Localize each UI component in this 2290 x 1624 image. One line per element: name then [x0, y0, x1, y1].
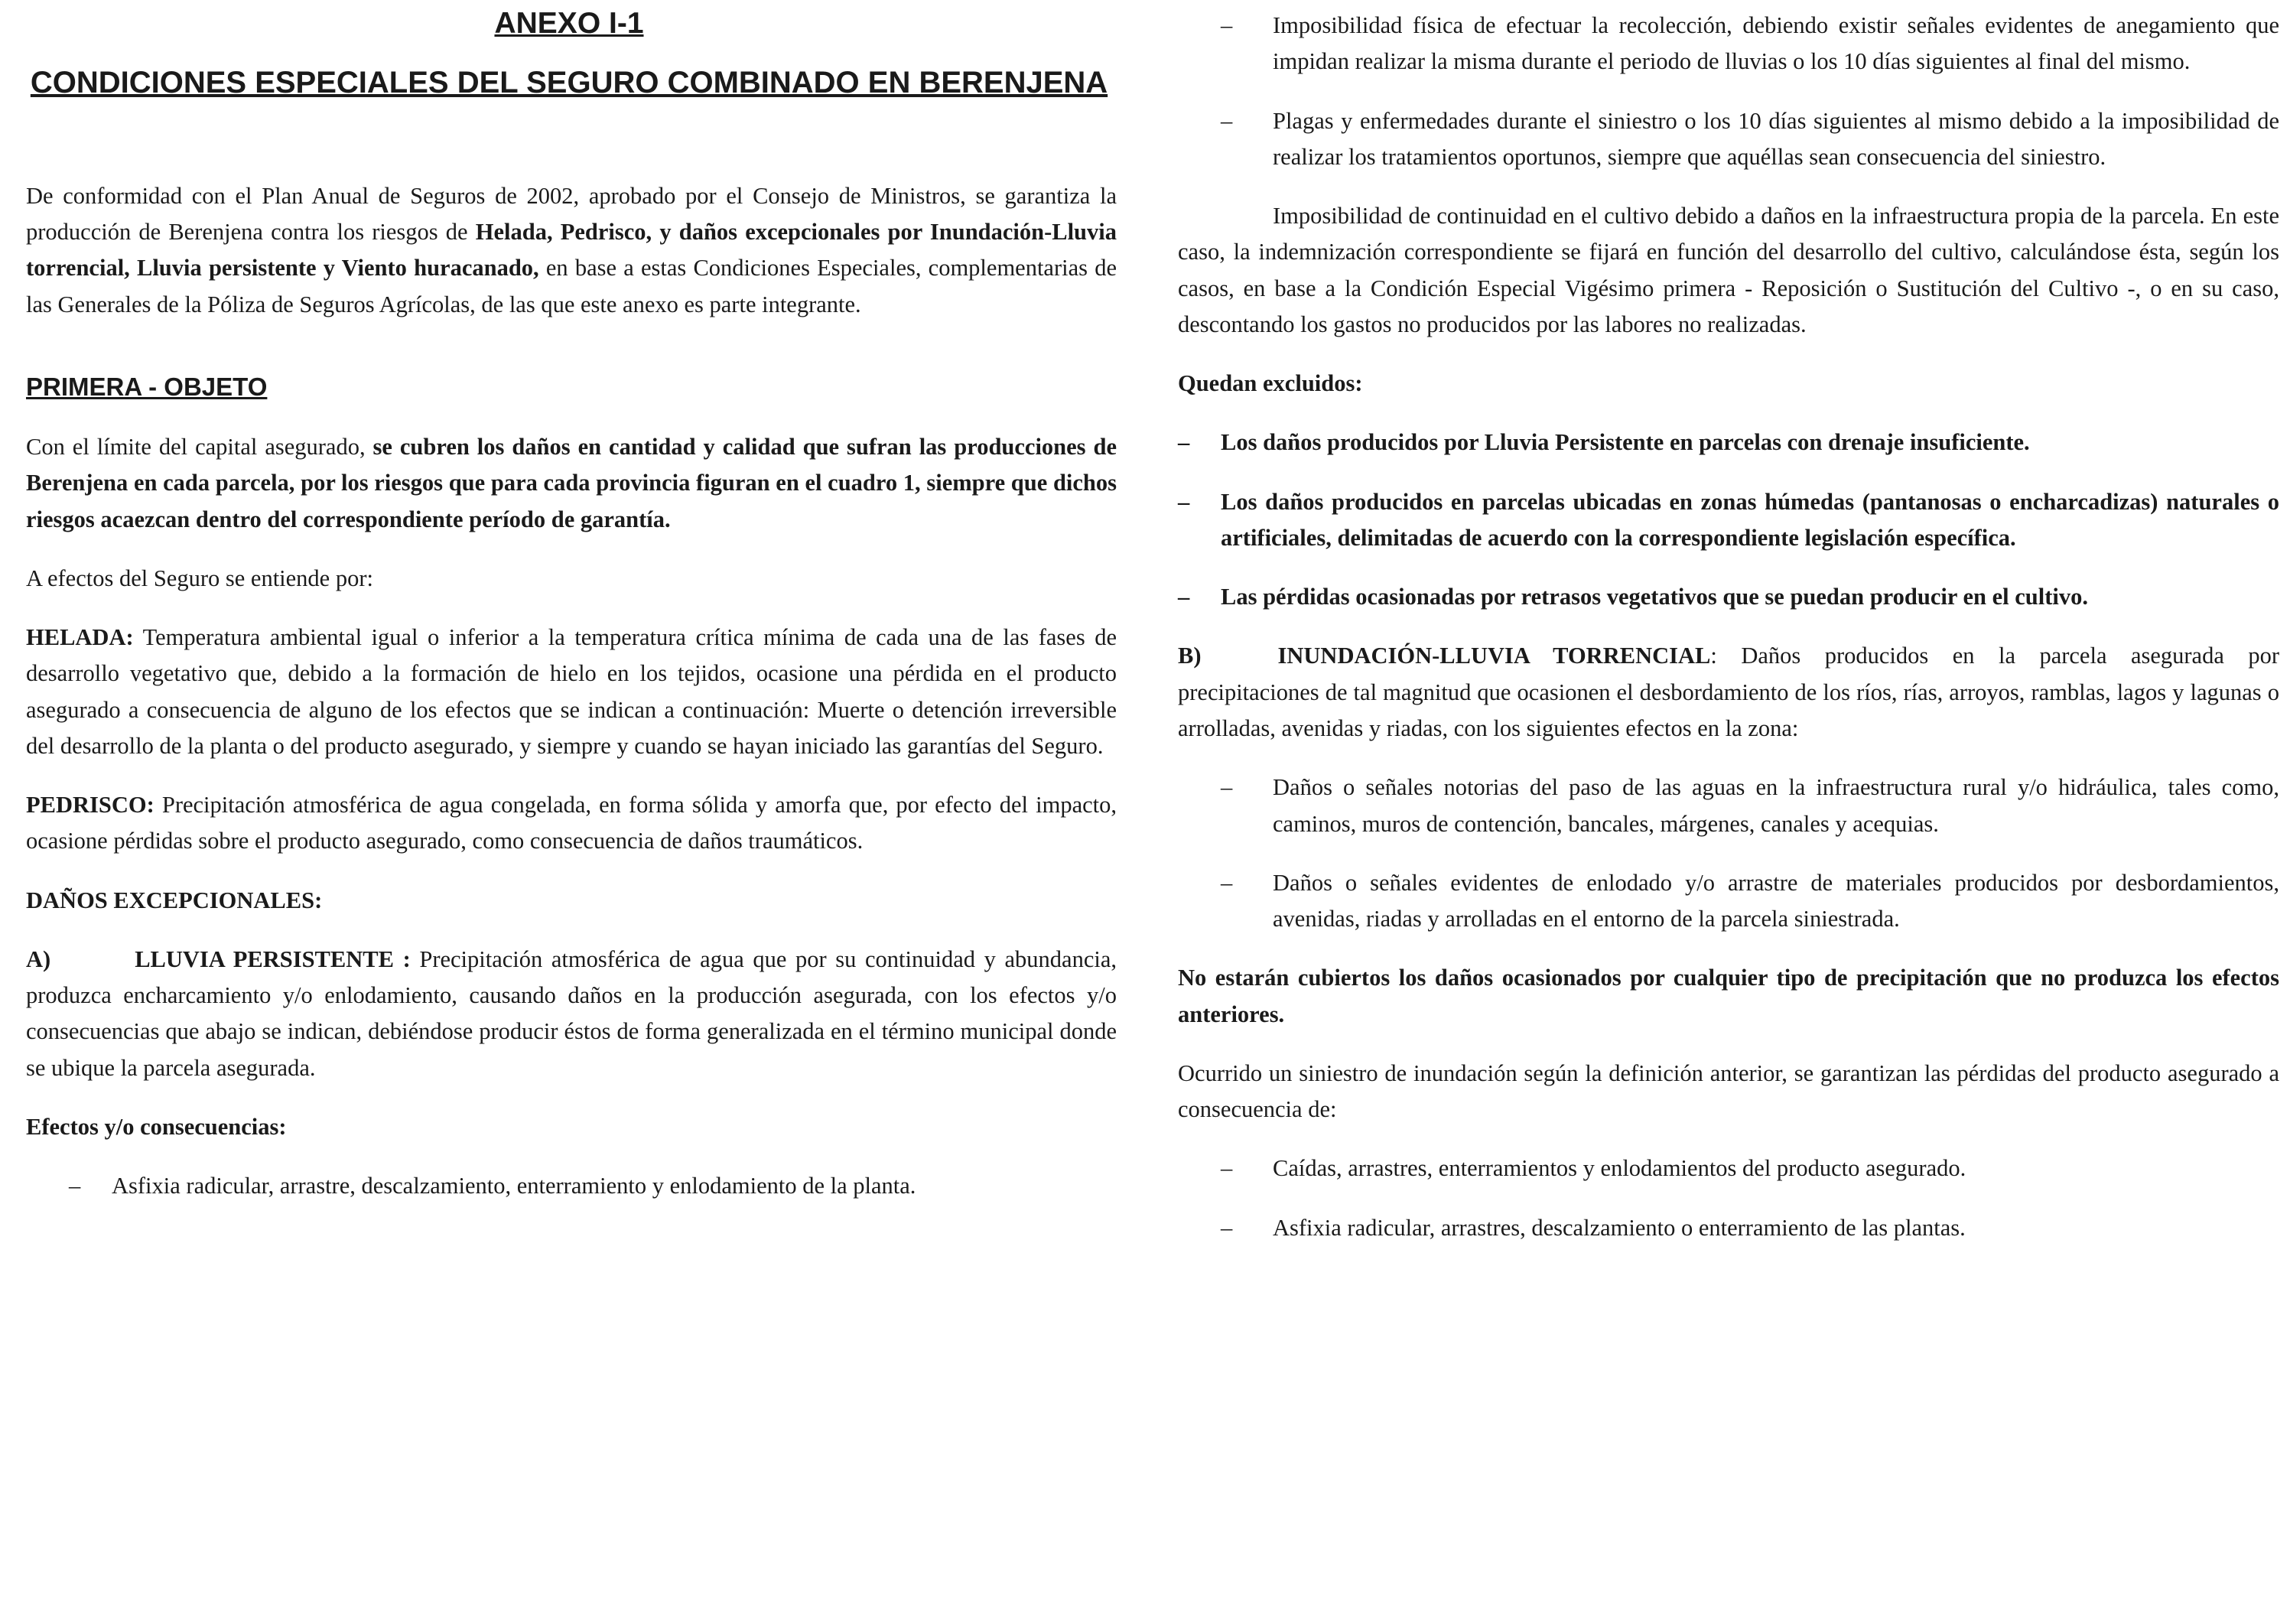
excluded-item-text: Los daños producidos en parcelas ubicadas en zonas húmedas (pantanosas o encharcadizas) naturales o artificiales, delimitadas de acuerdo con la correspondiente legislación específica. — [1221, 488, 2279, 551]
objeto-text: Con el límite del capital asegurado, — [26, 434, 373, 460]
pedrisco-definition — [26, 787, 1117, 860]
list-item — [1178, 1150, 2279, 1186]
list-item — [1178, 103, 2279, 176]
inundacion-text: : Daños producidos en la parcela asegurada por precipitaciones de tal magnitud que ocasionen el desbordamiento de los ríos, rías, arroyos, ramblas, lagos y lagunas o arrolladas, avenidas y riadas, con los siguientes efectos en la zona: — [1178, 643, 2279, 741]
annex-heading: ANEXO I-1 — [494, 7, 644, 40]
excluidos-heading: Quedan excluidos: — [1178, 370, 1363, 397]
lluvia-term: LLUVIA PERSISTENTE : — [135, 945, 411, 972]
list-item-text: Asfixia radicular, arrastres, descalzamiento o enterramiento de las plantas. — [1273, 1214, 1966, 1241]
excluded-item-text: Los daños producidos por Lluvia Persistente en parcelas con drenaje insuficiente. — [1221, 429, 2030, 456]
intro-text-2: en base a estas Condiciones Especiales, complementarias de las Generales de la Póliza de Seguros Agrícolas, de las que este anexo es parte integrante. — [26, 255, 1117, 317]
helada-text: Temperatura ambiental igual o inferior a la temperatura crítica mínima de cada una de las fases de desarrollo vegetativo que, debido a la formación de hielo en los tejidos, ocasione una pérdida en el producto asegurado a consecuencia de alguno de los efectos que se indican a continuación: Muerte o detención irreversible del desarrollo de la planta o del producto asegurado, y siempre y cuando se hayan iniciado las garantías del Seguro. — [26, 624, 1117, 759]
list-item — [1178, 865, 2279, 938]
helada-term: HELADA: — [26, 624, 134, 651]
intro-paragraph — [26, 178, 1117, 323]
pedrisco-term: PEDRISCO: — [26, 792, 155, 819]
excluded-item — [1178, 425, 2279, 461]
lluvia-letter: A) — [26, 945, 51, 972]
list-item-text: Caídas, arrastres, enterramientos y enlodamientos del producto asegurado. — [1273, 1155, 1966, 1182]
lluvia-text: Precipitación atmosférica de agua que por su continuidad y abundancia, produzca encharcamiento y/o enlodamiento, causando daños en la producción asegurada, con los efectos y/o consecuencias que abajo se indican, debiéndose producir éstos de forma generalizada en el término municipal donde se ubique la parcela asegurada. — [26, 945, 1117, 1081]
document-title: CONDICIONES ESPECIALES DEL SEGURO COMBINADO EN BERENJENA — [30, 65, 1108, 99]
continuidad-paragraph: Imposibilidad de continuidad en el cultivo debido a daños en la infraestructura propia de la parcela. En este caso, la indemnización correspondiente se fijará en función del desarrollo del cultivo, calculándose ésta, según los casos, en base a la Condición Especial Vigésimo primera - Reposición o Sustitución del Cultivo -, o en su caso, descontando los gastos no producidos por las labores no realizadas. — [1178, 203, 2279, 337]
dash-bullet: – — [1221, 869, 1233, 896]
objeto-paragraph — [26, 429, 1117, 538]
section-primera-objeto: PRIMERA - OBJETO — [26, 372, 268, 401]
no-cubiertos-paragraph: No estarán cubiertos los daños ocasionados por cualquier tipo de precipitación que no produzca los efectos anteriores. — [1178, 965, 2279, 1027]
danos-excepcionales-heading: DAÑOS EXCEPCIONALES: — [26, 887, 323, 913]
excluded-item-text: Las pérdidas ocasionadas por retrasos vegetativos que se puedan producir en el cultivo. — [1221, 584, 2088, 610]
dash-bullet: – — [1221, 1214, 1233, 1241]
list-item-text: Plagas y enfermedades durante el siniestro o los 10 días siguientes al mismo debido a la imposibilidad de realizar los tratamientos oportunos, siempre que aquéllas sean consecuencia del siniestro. — [1273, 107, 2279, 170]
list-item — [1178, 770, 2279, 842]
dash-bullet: – — [1178, 584, 1190, 610]
intro-risks: Helada, Pedrisco, y daños excepcionales por Inundación-Lluvia torrencial, Lluvia persistente y Viento huracanado, — [26, 219, 1117, 282]
efectos-intro: A efectos del Seguro se entiende por: — [26, 565, 373, 591]
objeto-bold: se cubren los daños en cantidad y calidad que sufran las producciones de Berenjena en cada parcela, por los riesgos que para cada provincia figuran en el cuadro 1, siempre que dichos riesgos acaezcan dentro del correspondiente período de garantía. — [26, 434, 1117, 532]
dash-bullet: – — [1221, 1155, 1233, 1182]
pedrisco-text: Precipitación atmosférica de agua congelada, en forma sólida y amorfa que, por efecto del impacto, ocasione pérdidas sobre el producto asegurado, como consecuencia de daños traumáticos. — [26, 792, 1117, 854]
helada-definition — [26, 620, 1117, 764]
list-item-text: Imposibilidad física de efectuar la recolección, debiendo existir señales evidentes de anegamiento que impidan realizar la misma durante el periodo de lluvias o los 10 días siguientes al final del mismo. — [1273, 12, 2279, 75]
left-column — [0, 0, 1117, 1205]
efectos-heading: Efectos y/o consecuencias: — [26, 1113, 287, 1140]
list-item-text: Daños o señales notorias del paso de las aguas en la infraestructura rural y/o hidráulica, tales como, caminos, muros de contención, bancales, márgenes, canales y acequias. — [1273, 774, 2279, 837]
dash-bullet: – — [1221, 774, 1233, 801]
inundacion-term: INUNDACIÓN-LLUVIA TORRENCIAL — [1277, 643, 1711, 669]
dash-bullet: – — [1221, 107, 1233, 134]
list-item — [26, 1168, 1117, 1204]
list-item — [1178, 8, 2279, 80]
list-item — [1178, 1210, 2279, 1246]
ocurrido-paragraph: Ocurrido un siniestro de inundación según la definición anterior, se garantizan las pérdidas del producto asegurado a consecuencia de: — [1178, 1059, 2279, 1123]
list-item-text: Daños o señales evidentes de enlodado y/o arrastre de materiales producidos por desbordamientos, avenidas, riadas y arrolladas en el entorno de la parcela siniestrada. — [1273, 869, 2279, 932]
intro-text-1: De conformidad con el Plan Anual de Seguros de 2002, aprobado por el Consejo de Ministros, se garantiza la producción de Berenjena contra los riesgos de — [26, 182, 1117, 246]
dash-bullet: – — [1178, 488, 1190, 515]
excluded-item — [1178, 484, 2279, 557]
dash-bullet: – — [69, 1173, 81, 1199]
list-item-text: Asfixia radicular, arrastre, descalzamiento, enterramiento y enlodamiento de la planta. — [112, 1173, 916, 1199]
excluded-item — [1178, 579, 2279, 615]
dash-bullet: – — [1221, 12, 1233, 38]
inundacion-letter: B) — [1178, 643, 1202, 669]
lluvia-persistente-definition — [26, 942, 1117, 1086]
dash-bullet: – — [1178, 429, 1190, 456]
inundacion-definition — [1178, 638, 2279, 747]
right-column — [1178, 0, 2279, 1246]
